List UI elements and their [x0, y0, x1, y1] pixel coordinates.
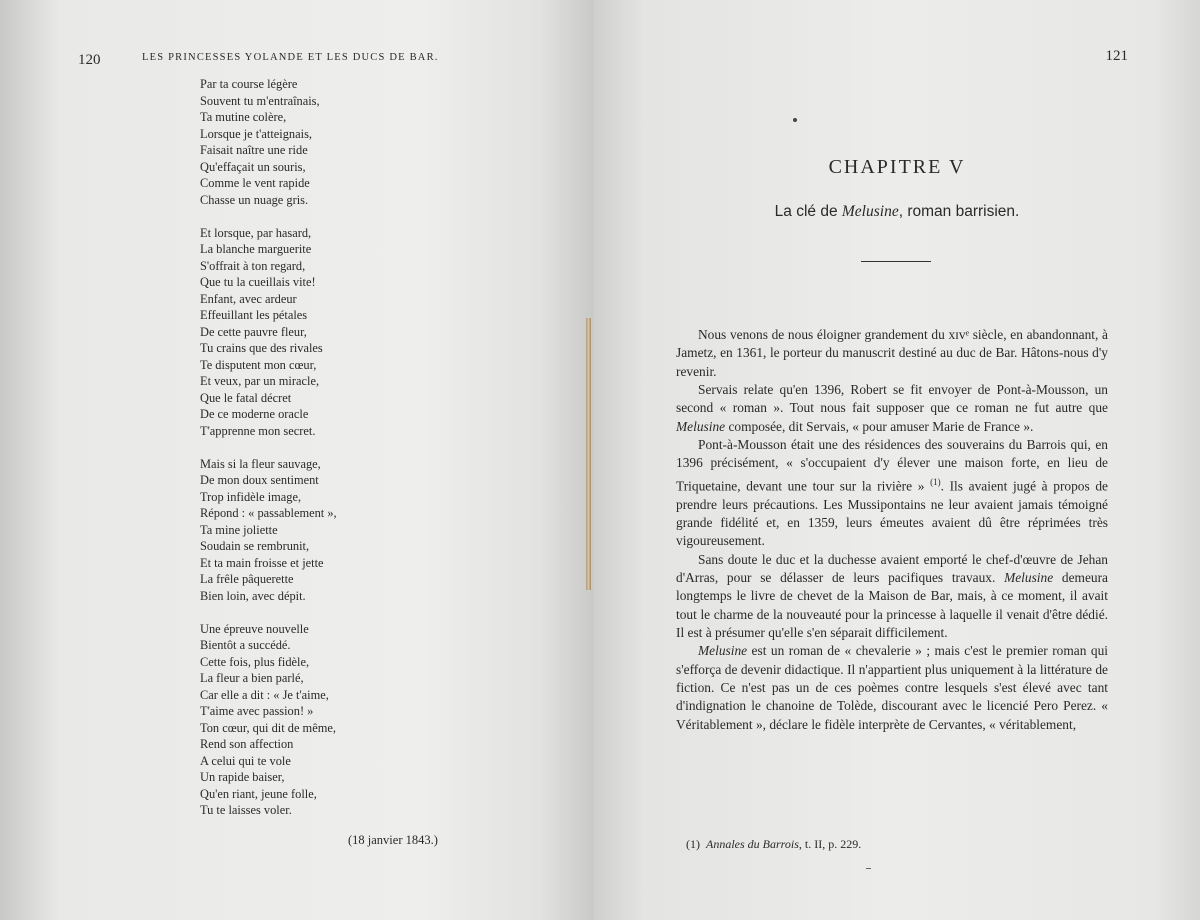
- p2-text-a: Servais relate qu'en 1396, Robert se fit envoyer de Pont-à-Mousson, un second « roman ». Tout nous fait supposer que ce roman ne fut autre que: [676, 382, 1108, 416]
- poem-line: Ta mine joliette: [200, 522, 278, 537]
- paragraph-5: [676, 642, 1108, 734]
- poem-line: Bientôt a succédé.: [200, 638, 291, 652]
- poem-line: La fleur a bien parlé,: [200, 671, 304, 685]
- poem-line: Et lorsque, par hasard,: [200, 225, 312, 240]
- paragraph-2: [676, 381, 1108, 436]
- p2-italic: Melusine: [676, 418, 726, 434]
- poem-line: Rend son affection: [200, 737, 294, 751]
- subtitle-italic: Melusine: [841, 203, 899, 220]
- poem-line: Tu te laisses voler.: [200, 803, 292, 817]
- poem-line: Bien loin, avec dépit.: [200, 588, 306, 603]
- poem-line: Soudain se rembrunit,: [200, 539, 310, 553]
- subtitle-post: , roman barrisien.: [898, 203, 1020, 220]
- p3-text-a: Pont-à-Mousson était une des résidences des souverains du Barrois qui, en 1396 précisément, « s'occupaient d'y élever une maison forte, en lieu de Triquetaine, devant une tour sur la rivière »: [676, 437, 1108, 494]
- p4-text-a: Sans doute le duc et la duchesse avaient emporté le chef-d'œuvre de Jehan d'Arras, pour se délasser de leurs pacifiques travaux.: [676, 551, 1108, 585]
- chapter-title: CHAPITRE V: [828, 156, 966, 178]
- p2-text-b: composée, dit Servais, « pour amuser Marie de France ».: [725, 418, 1034, 434]
- right-page-number: 121: [1105, 48, 1128, 64]
- p5-italic: Melusine: [698, 643, 748, 659]
- poem-date: (18 janvier 1843.): [348, 833, 438, 847]
- poem-line: Cette fois, plus fidèle,: [200, 654, 310, 669]
- poem-line: Souvent tu m'entraînais,: [200, 93, 320, 108]
- section-rule: [861, 261, 931, 262]
- poem-line: Un rapide baiser,: [200, 770, 285, 784]
- paragraph-1: Nous venons de nous éloigner grandement du xɪvᵉ siècle, en abandonnant, à Jametz, en 1361, le porteur du manuscrit destiné au duc de Bar. Hâtons-nous d'y revenir.: [676, 327, 1108, 379]
- chapter-body: [676, 326, 1108, 734]
- p3-text-b: . Ils avaient jugé à propos de prendre leurs précautions. Les Mussipontains ne leur avaient jamais témoigné grande fidélité et, en 1359, leurs émeutes avaient dû être réprimées très vigoureusement.: [676, 478, 1109, 549]
- poem-line: Trop infidèle image,: [200, 489, 302, 504]
- poem-line: La blanche marguerite: [200, 242, 312, 256]
- paragraph-3: [676, 436, 1108, 551]
- running-title: LES PRINCESSES YOLANDE ET LES DUCS DE BAR.: [142, 52, 439, 63]
- p4-italic: Melusine: [1004, 569, 1054, 585]
- footnote: [686, 837, 861, 852]
- poem-line: Par ta course légère: [200, 77, 298, 91]
- poem-line: Que le fatal décret: [200, 390, 292, 405]
- poem-line: Qu'en riant, jeune folle,: [200, 786, 317, 801]
- poem-line: De mon doux sentiment: [200, 473, 319, 487]
- p4-text-b: demeura longtemps le livre de chevet de la Maison de Bar, mais, à ce moment, il avait tout le charme de la nouveauté pour la princesse à laquelle il venait d'être dédié. Il est à présumer qu'elle s'en séparait difficilement.: [676, 569, 1108, 640]
- poem-stanza: [200, 456, 337, 605]
- chapter-subtitle: [594, 203, 1200, 221]
- poem-line: Ta mutine colère,: [200, 110, 287, 124]
- poem-line: Lorsque je t'atteignais,: [200, 126, 312, 141]
- poem-line: Mais si la fleur sauvage,: [200, 456, 321, 471]
- poem-line: T'apprenne mon secret.: [200, 423, 316, 438]
- poem-line: A celui qui te vole: [200, 753, 291, 768]
- poem-line: Qu'effaçait un souris,: [200, 159, 306, 174]
- ink-dot: [793, 118, 797, 122]
- poem: [200, 76, 337, 835]
- left-page: [0, 0, 594, 920]
- poem-line: Effeuillant les pétales: [200, 308, 308, 322]
- poem-line: Comme le vent rapide: [200, 176, 310, 190]
- poem-line: T'aime avec passion! »: [200, 704, 314, 718]
- poem-line: Car elle a dit : « Je t'aime,: [200, 687, 329, 702]
- poem-line: Et ta main froisse et jette: [200, 555, 324, 570]
- paragraph-4: [676, 551, 1108, 643]
- poem-line: Enfant, avec ardeur: [200, 291, 297, 306]
- poem-line: De cette pauvre fleur,: [200, 324, 307, 339]
- poem-stanza: [200, 621, 337, 819]
- right-page: [594, 0, 1200, 920]
- p5-text-b: est un roman de « chevalerie » ; mais c'est le premier roman qui s'efforça de devenir didactique. Il n'appartient plus uniquement à la littérature de fiction. Ce n'est pas un de ces poèmes contre lesquels s'est élevé avec tant d'indignation le chanoine de Tolède, discourant avec le licencié Pero Perez. « Véritablement », déclare le fidèle interprète de Cervantes, « véritablement,: [676, 643, 1108, 732]
- poem-stanza: [200, 225, 337, 440]
- poem-line: Te disputent mon cœur,: [200, 357, 317, 372]
- footnote-reference: (1): [930, 476, 941, 487]
- page-mark: [866, 868, 871, 869]
- left-page-number: 120: [78, 52, 101, 68]
- poem-line: De ce moderne oracle: [200, 407, 309, 421]
- poem-line: Chasse un nuage gris.: [200, 192, 309, 207]
- footnote-source: Annales du Barrois: [706, 837, 799, 851]
- footnote-number: (1): [686, 837, 700, 851]
- subtitle-pre: La clé de: [774, 203, 842, 220]
- poem-line: Une épreuve nouvelle: [200, 621, 309, 636]
- poem-line: La frêle pâquerette: [200, 572, 294, 586]
- footnote-detail: , t. II, p. 229.: [798, 837, 862, 851]
- poem-line: Que tu la cueillais vite!: [200, 275, 316, 289]
- poem-line: Tu crains que des rivales: [200, 341, 323, 355]
- poem-line: S'offrait à ton regard,: [200, 258, 306, 273]
- poem-stanza: [200, 76, 337, 208]
- poem-line: Faisait naître une ride: [200, 143, 308, 157]
- poem-line: Ton cœur, qui dit de même,: [200, 720, 336, 735]
- book-gutter: [586, 318, 591, 590]
- poem-line: Répond : « passablement »,: [200, 506, 337, 520]
- poem-line: Et veux, par un miracle,: [200, 374, 320, 388]
